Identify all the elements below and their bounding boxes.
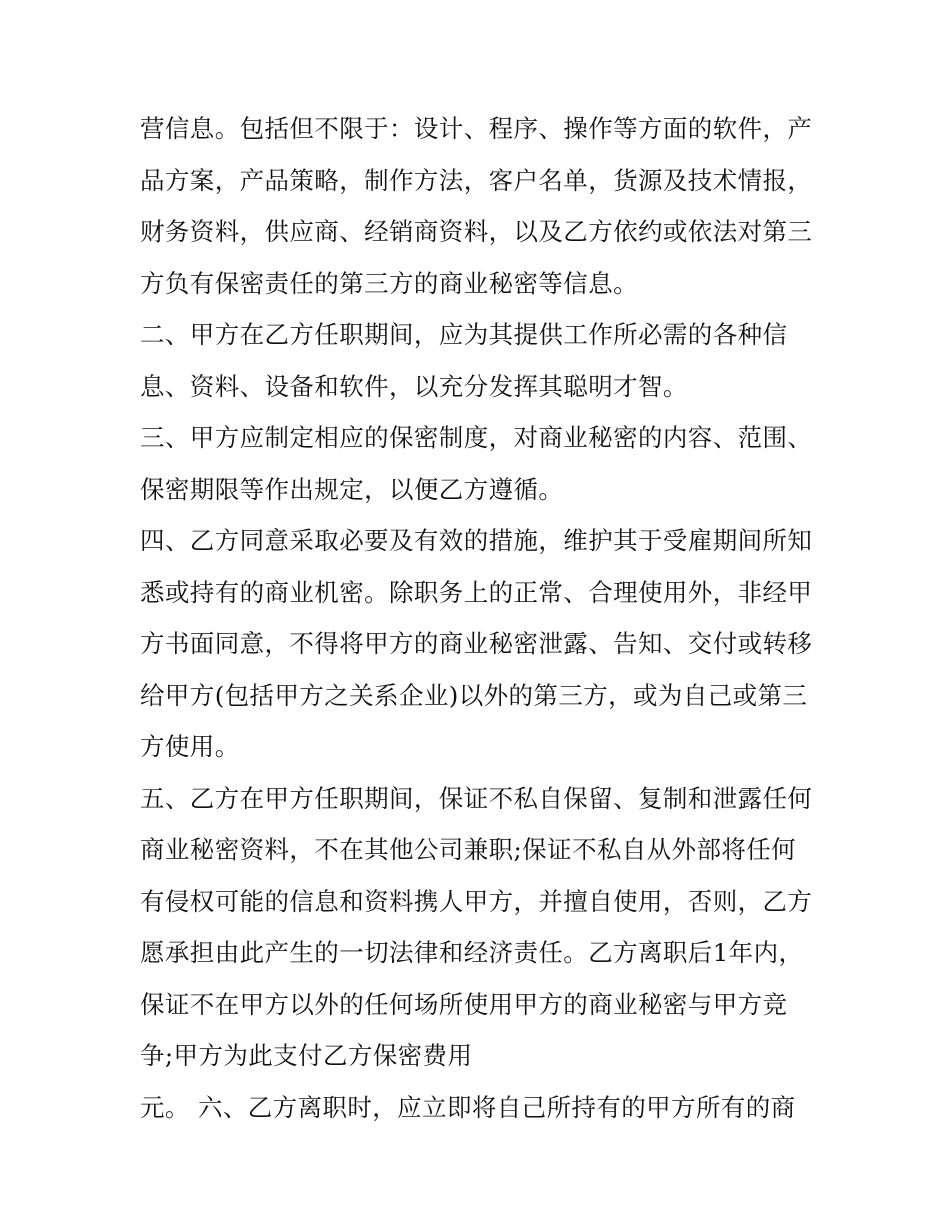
text-line: 商业秘密资料，不在其他公司兼职;保证不私自从外部将任何 [140, 835, 797, 864]
text-line: 营信息。包括但不限于：设计、程序、操作等方面的软件，产 [140, 114, 813, 143]
text-line: 保证不在甲方以外的任何场所使用甲方的商业秘密与甲方竞 [140, 989, 788, 1019]
text-line: 争;甲方为此支付乙方保密费用 [140, 1041, 473, 1070]
text-line: 保密期限等作出规定，以便乙方遵循。 [140, 474, 564, 504]
text-line: 品方案，产品策略，制作方法，客户名单，货源及技术情报， [140, 165, 813, 195]
text-line: 息、资料、设备和软件，以充分发挥其聪明才智。 [140, 371, 688, 401]
text-line: 二、甲方在乙方任职期间，应为其提供工作所必需的各种信 [140, 320, 788, 349]
text-line: 方负有保密责任的第三方的商业秘密等信息。 [140, 268, 638, 298]
text-line: 方使用。 [140, 732, 240, 761]
text-line: 有侵权可能的信息和资料携人甲方，并擅自使用，否则，乙方 [140, 886, 813, 916]
text-line: 给甲方(包括甲方之关系企业)以外的第三方，或为自己或第三 [140, 680, 808, 710]
document-body [140, 103, 820, 1133]
text-line: 三、甲方应制定相应的保密制度，对商业秘密的内容、范围、 [140, 423, 813, 452]
text-line: 愿承担由此产生的一切法律和经济责任。乙方离职后1年内， [140, 938, 804, 967]
text-line: 方书面同意，不得将甲方的商业秘密泄露、告知、交付或转移 [140, 629, 813, 658]
text-line: 悉或持有的商业机密。除职务上的正常、合理使用外，非经甲 [140, 577, 813, 607]
text-line: 五、乙方在甲方任职期间，保证不私自保留、复制和泄露任何 [140, 783, 813, 813]
text-line: 四、乙方同意采取必要及有效的措施，维护其于受雇期间所知 [140, 526, 813, 555]
text-line: 财务资料，供应商、经销商资料，以及乙方依约或依法对第三 [140, 217, 813, 246]
text-line: 元。 六、乙方离职时，应立即将自己所持有的甲方所有的商 [140, 1092, 796, 1122]
